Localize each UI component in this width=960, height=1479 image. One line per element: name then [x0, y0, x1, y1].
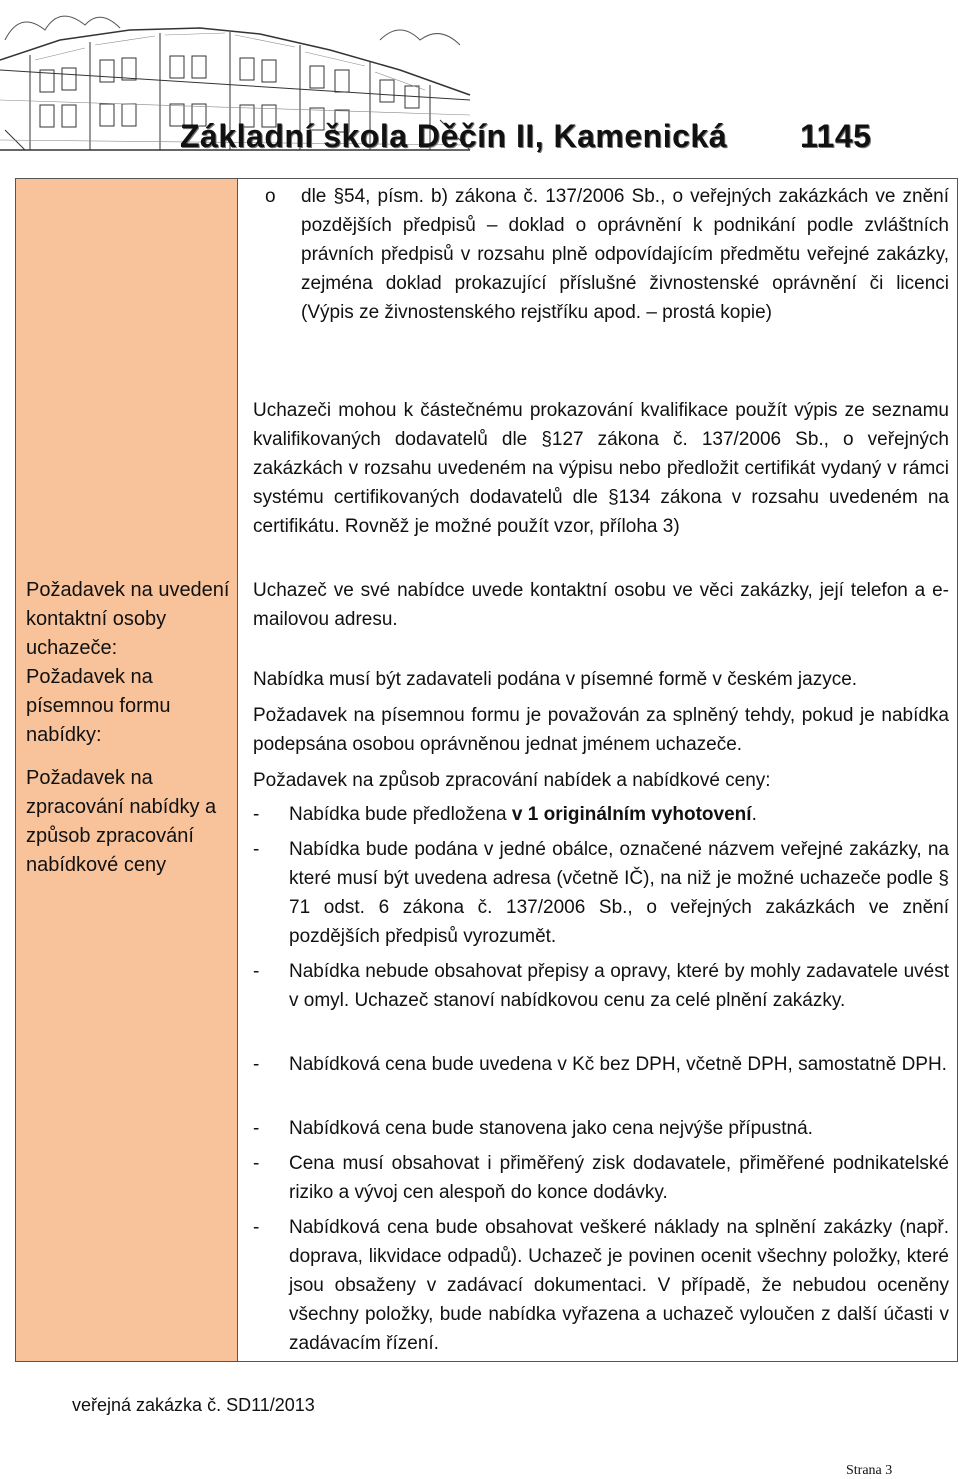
page-header: [0, 0, 960, 165]
label-contact-person: Požadavek na uvedení kontaktní osoby uchazeče:: [26, 579, 230, 659]
list-item: [253, 1149, 949, 1207]
list-item: [253, 1213, 949, 1358]
list-dash: -: [253, 1217, 260, 1238]
list-item-text: Nabídka bude předložena v 1 originálním vyhotovení.: [289, 804, 757, 825]
page-number: Strana 3: [846, 1463, 893, 1478]
requirements-table: [15, 178, 958, 1362]
list-dash: -: [253, 839, 260, 860]
list-item: [253, 800, 949, 829]
list-item-text: Cena musí obsahovat i přiměřený zisk dodavatele, přiměřené podnikatelské riziko a vývoj cen alespoň do konce dodávky.: [289, 1153, 949, 1203]
list-item: [253, 1114, 949, 1143]
qualification-bullet-text: dle §54, písm. b) zákona č. 137/2006 Sb., o veřejných zakázkách ve znění pozdějších předpisů – doklad o oprávnění k podnikání podle zvláštních právních předpisů v rozsahu plně odpovídajícím předmětu veřejné zakázky, zejména doklad prokazující příslušné živnostenské oprávnění či licenci (Výpis ze živnostenského rejstříku apod. – prostá kopie): [301, 186, 949, 323]
label-column: [16, 179, 238, 1361]
written-form-text-2: Požadavek na písemnou formu je považován za splněný tehdy, pokud je nabídka podepsána osobou oprávněnou jednat jménem uchazeče.: [253, 705, 949, 755]
school-name: Základní škola Děčín II, Kamenická: [180, 118, 727, 154]
list-item-text: Nabídka nebude obsahovat přepisy a opravy, které by mohly zadavatele uvést v omyl. Uchazeč stanoví nabídkovou cenu za celé plnění zakázky.: [289, 961, 949, 1011]
list-item-text: Nabídková cena bude stanovena jako cena nejvýše přípustná.: [289, 1118, 813, 1139]
list-dash: -: [253, 1054, 260, 1075]
label-written-form: Požadavek na písemnou formu nabídky:: [26, 666, 171, 746]
list-item: [253, 835, 949, 951]
qualification-note: Uchazeči mohou k částečnému prokazování kvalifikace použít výpis ze seznamu kvalifikovaných dodavatelů dle §127 zákona č. 137/2006 Sb., o veřejných zakázkách v rozsahu uvedeném na výpisu nebo předložit certifikát vydaný v rámci systému certifikovaných dodavatelů dle §134 zákona v rozsahu uvedeném na certifikátu. Rovněž je možné použít vzor, příloha 3): [253, 400, 949, 537]
list-dash: -: [253, 961, 260, 982]
list-item: [253, 957, 949, 1015]
label-processing: Požadavek na zpracování nabídky a způsob zpracování nabídkové ceny: [26, 767, 217, 876]
original-copies-emphasis: v 1 originálním vyhotovení: [511, 804, 752, 825]
list-item: [253, 1050, 949, 1079]
list-item-text: Nabídková cena bude obsahovat veškeré náklady na splnění zakázky (např. doprava, likvidace odpadů). Uchazeč je povinen ocenit všechny položky, které jsou obsaženy v zadávací dokumentaci. V případě, že nebudou oceněny všechny položky, bude nabídka vyřazena a uchazeč vyloučen z další účasti v zadávacím řízení.: [289, 1217, 949, 1354]
list-dash: -: [253, 1153, 260, 1174]
qualification-bullet: [253, 182, 949, 327]
processing-heading: Požadavek na způsob zpracování nabídek a nabídkové ceny:: [253, 770, 771, 791]
list-dash: -: [253, 804, 260, 825]
list-item-text: Nabídka bude podána v jedné obálce, označené názvem veřejné zakázky, na které musí být uvedena adresa (včetně IČ), na niž je možné uchazeče podle § 71 odst. 6 zákona č. 137/2006 Sb., o veřejných zakázkách ve znění pozdějších předpisů vyrozumět.: [289, 839, 949, 947]
contact-person-text: Uchazeč ve své nabídce uvede kontaktní osobu ve věci zakázky, její telefon a e-mailovou adresu.: [253, 580, 949, 630]
contract-reference: veřejná zakázka č. SD11/2013: [72, 1395, 315, 1415]
school-title: [180, 118, 940, 155]
list-item-text: Nabídková cena bude uvedena v Kč bez DPH, včetně DPH, samostatně DPH.: [289, 1054, 947, 1075]
bullet-marker: o: [265, 186, 276, 207]
list-dash: -: [253, 1118, 260, 1139]
school-number: 1145: [800, 118, 872, 154]
written-form-text-1: Nabídka musí být zadavateli podána v písemné formě v českém jazyce.: [253, 669, 858, 690]
